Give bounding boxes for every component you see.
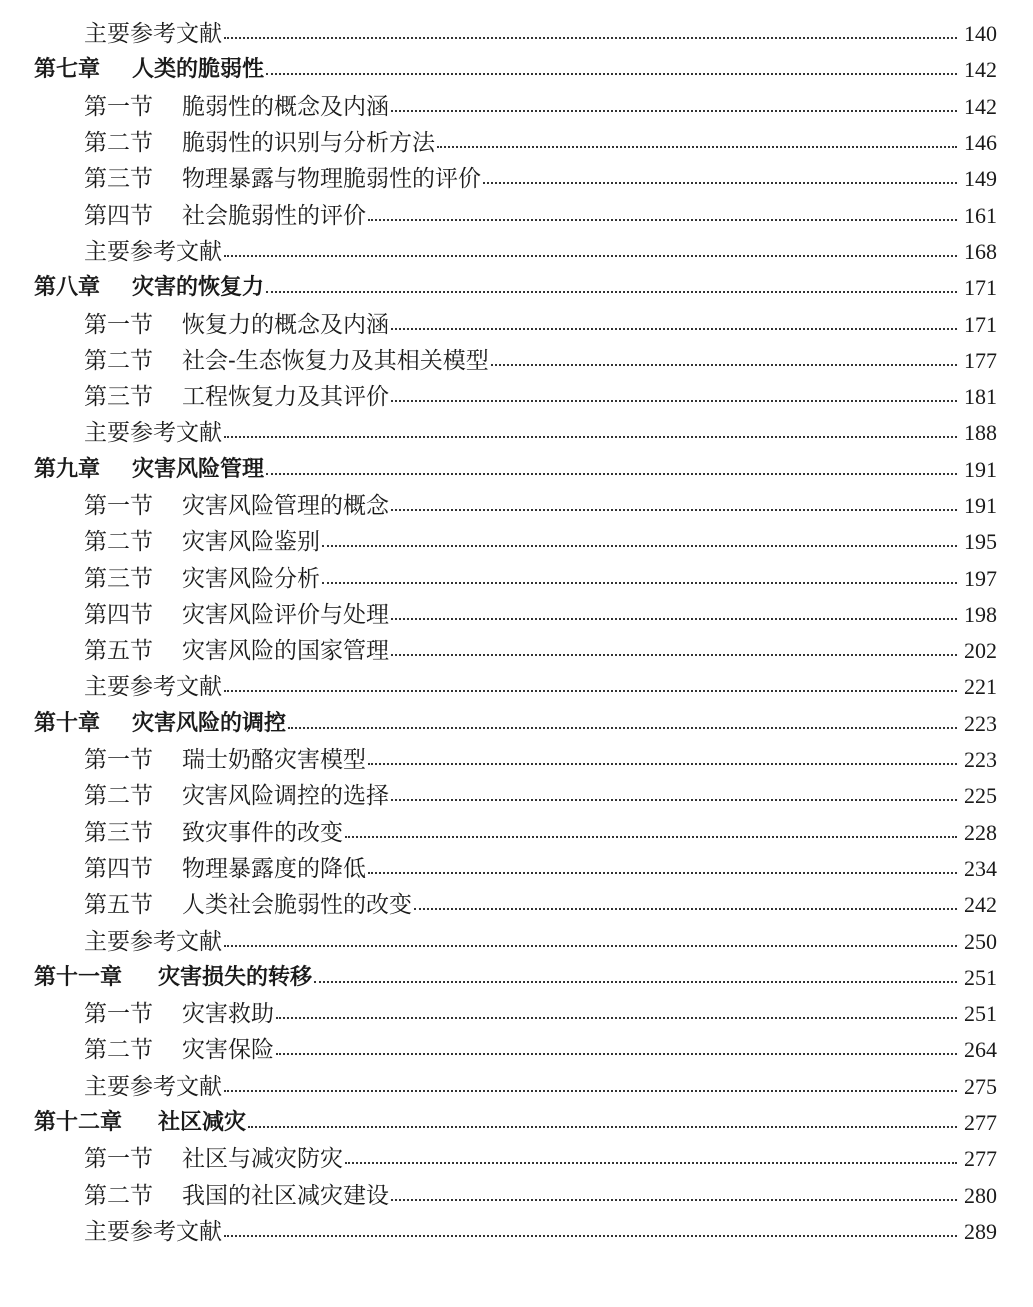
toc-entry-number: 第一节 xyxy=(84,1146,153,1173)
dot-leader xyxy=(224,1090,957,1092)
toc-entry-number: 第四节 xyxy=(84,601,153,628)
dot-leader xyxy=(368,763,957,765)
toc-section-entry[interactable] xyxy=(0,742,997,778)
toc-entry-title: 脆弱性的识别与分析方法 xyxy=(182,130,435,157)
toc-page-number: 197 xyxy=(964,565,997,591)
table-of-contents xyxy=(0,16,1033,1250)
toc-entry-number: 第一节 xyxy=(84,747,153,774)
toc-page-number: 223 xyxy=(964,710,997,736)
toc-page-number: 264 xyxy=(964,1037,997,1063)
toc-page-number: 225 xyxy=(964,783,997,809)
toc-page-number: 198 xyxy=(964,601,997,627)
toc-page-number: 177 xyxy=(964,347,997,373)
toc-section-entry[interactable] xyxy=(0,851,997,887)
toc-entry-title: 灾害风险管理的概念 xyxy=(182,493,389,519)
toc-section-entry[interactable] xyxy=(0,125,997,161)
toc-entry-number: 第二节 xyxy=(84,1182,153,1209)
toc-page-number: 289 xyxy=(964,1218,997,1244)
toc-entry-title: 恢复力的概念及内涵 xyxy=(182,311,389,338)
toc-page-number: 142 xyxy=(964,57,997,83)
toc-entry-title: 灾害风险管理 xyxy=(132,456,265,482)
toc-entry-title: 致灾事件的改变 xyxy=(182,819,343,846)
toc-entry-number: 第二节 xyxy=(84,783,153,810)
dot-leader xyxy=(391,1199,957,1201)
toc-entry-title: 社区与减灾防灾 xyxy=(182,1146,343,1173)
dot-leader xyxy=(224,690,957,692)
toc-page-number: 234 xyxy=(964,855,997,881)
toc-entry-number: 第十章 xyxy=(34,710,101,736)
toc-page-number: 142 xyxy=(964,93,997,119)
toc-page-number: 191 xyxy=(964,456,997,482)
dot-leader xyxy=(224,1235,957,1237)
dot-leader xyxy=(368,872,957,874)
toc-entry-number: 第四节 xyxy=(84,855,153,882)
toc-page-number: 202 xyxy=(964,638,997,664)
toc-entry-title: 主要参考文献 xyxy=(84,928,222,955)
dot-leader xyxy=(391,110,957,112)
toc-entry-number: 第三节 xyxy=(84,819,153,846)
toc-section-entry[interactable] xyxy=(0,815,997,851)
toc-section-entry[interactable] xyxy=(0,161,997,197)
dot-leader xyxy=(276,1017,957,1019)
toc-references-entry[interactable] xyxy=(0,923,997,959)
dot-leader xyxy=(491,364,957,366)
toc-section-entry[interactable] xyxy=(0,306,997,342)
toc-page-number: 250 xyxy=(964,928,997,954)
toc-chapter-entry[interactable] xyxy=(0,452,997,488)
toc-page-number: 140 xyxy=(964,21,997,47)
toc-entry-number: 第七章 xyxy=(34,57,101,83)
toc-section-entry[interactable] xyxy=(0,597,997,633)
toc-references-entry[interactable] xyxy=(0,234,997,270)
toc-entry-title: 主要参考文献 xyxy=(84,238,222,265)
toc-entry-number: 第二节 xyxy=(84,347,153,374)
dot-leader xyxy=(224,37,957,39)
toc-entry-number: 第五节 xyxy=(84,892,153,919)
dot-leader xyxy=(248,1126,957,1128)
dot-leader xyxy=(368,219,957,221)
toc-entry-title: 主要参考文献 xyxy=(84,420,222,447)
toc-entry-number: 第十一章 xyxy=(34,964,123,990)
toc-entry-title: 灾害风险鉴别 xyxy=(182,529,320,556)
dot-leader xyxy=(414,908,957,910)
toc-references-entry[interactable] xyxy=(0,16,997,52)
dot-leader xyxy=(224,945,957,947)
toc-entry-number: 第二节 xyxy=(84,130,153,157)
dot-leader xyxy=(391,400,957,402)
toc-entry-title: 物理暴露与物理脆弱性的评价 xyxy=(182,166,481,193)
toc-entry-number: 第二节 xyxy=(84,1037,153,1064)
dot-leader xyxy=(288,727,957,729)
toc-section-entry[interactable] xyxy=(0,996,997,1032)
toc-entry-title: 主要参考文献 xyxy=(84,1073,222,1100)
toc-section-entry[interactable] xyxy=(0,778,997,814)
toc-entry-number: 第九章 xyxy=(34,456,101,482)
toc-page-number: 195 xyxy=(964,529,997,555)
toc-page-number: 277 xyxy=(964,1146,997,1172)
toc-entry-title: 主要参考文献 xyxy=(84,1218,222,1245)
toc-page-number: 146 xyxy=(964,130,997,156)
toc-entry-number: 第三节 xyxy=(84,565,153,592)
toc-section-entry[interactable] xyxy=(0,488,997,524)
toc-page-number: 251 xyxy=(964,964,997,990)
toc-entry-title: 灾害保险 xyxy=(182,1037,274,1064)
dot-leader xyxy=(391,328,957,330)
toc-entry-title: 社会脆弱性的评价 xyxy=(182,202,366,229)
toc-section-entry[interactable] xyxy=(0,379,997,415)
dot-leader xyxy=(276,1053,957,1055)
toc-page-number: 221 xyxy=(964,674,997,700)
dot-leader xyxy=(391,509,957,511)
toc-section-entry[interactable] xyxy=(0,560,997,596)
toc-page-number: 161 xyxy=(964,202,997,228)
toc-entry-number: 第三节 xyxy=(84,384,153,411)
dot-leader xyxy=(345,1162,957,1164)
toc-section-entry[interactable] xyxy=(0,1141,997,1177)
toc-entry-title: 灾害风险评价与处理 xyxy=(182,601,389,628)
toc-entry-title: 灾害救助 xyxy=(182,1001,274,1028)
toc-page-number: 191 xyxy=(964,493,997,518)
toc-entry-title: 社会-生态恢复力及其相关模型 xyxy=(182,347,489,374)
dot-leader xyxy=(266,473,957,475)
toc-entry-title: 社区减灾 xyxy=(158,1110,247,1136)
toc-entry-number: 第十二章 xyxy=(34,1110,123,1136)
dot-leader xyxy=(391,618,957,620)
toc-entry-number: 第三节 xyxy=(84,166,153,193)
toc-page-number: 277 xyxy=(964,1110,997,1136)
dot-leader xyxy=(437,146,957,148)
toc-entry-title: 脆弱性的概念及内涵 xyxy=(182,93,389,120)
toc-entry-title: 物理暴露度的降低 xyxy=(182,855,366,882)
toc-page-number: 171 xyxy=(964,311,997,337)
toc-entry-number: 第一节 xyxy=(84,493,153,519)
toc-section-entry[interactable] xyxy=(0,887,997,923)
dot-leader xyxy=(345,836,957,838)
dot-leader xyxy=(266,73,957,75)
toc-entry-number: 第八章 xyxy=(34,275,101,301)
toc-entry-title: 瑞士奶酪灾害模型 xyxy=(182,747,366,774)
toc-page-number: 168 xyxy=(964,238,997,264)
toc-chapter-entry[interactable] xyxy=(0,960,997,996)
toc-entry-number: 第二节 xyxy=(84,529,153,556)
dot-leader xyxy=(391,799,957,801)
dot-leader xyxy=(224,436,957,438)
toc-chapter-entry[interactable] xyxy=(0,706,997,742)
toc-page-number: 242 xyxy=(964,892,997,918)
toc-entry-title: 工程恢复力及其评价 xyxy=(182,384,389,411)
toc-page-number: 228 xyxy=(964,819,997,845)
toc-section-entry[interactable] xyxy=(0,633,997,669)
toc-entry-title: 灾害风险分析 xyxy=(182,565,320,592)
toc-references-entry[interactable] xyxy=(0,1214,997,1250)
dot-leader xyxy=(314,981,957,983)
toc-entry-title: 人类社会脆弱性的改变 xyxy=(182,892,412,919)
toc-entry-title: 灾害风险的调控 xyxy=(132,710,287,736)
toc-section-entry[interactable] xyxy=(0,1032,997,1068)
toc-page-number: 251 xyxy=(964,1001,997,1027)
toc-page-number: 223 xyxy=(964,747,997,773)
toc-section-entry[interactable] xyxy=(0,524,997,560)
toc-references-entry[interactable] xyxy=(0,415,997,451)
toc-entry-number: 第四节 xyxy=(84,202,153,229)
toc-chapter-entry[interactable] xyxy=(0,52,997,88)
dot-leader xyxy=(391,654,957,656)
dot-leader xyxy=(322,582,957,584)
toc-chapter-entry[interactable] xyxy=(0,270,997,306)
toc-references-entry[interactable] xyxy=(0,669,997,705)
toc-section-entry[interactable] xyxy=(0,197,997,233)
toc-chapter-entry[interactable] xyxy=(0,1105,997,1141)
toc-entry-number: 第一节 xyxy=(84,93,153,120)
dot-leader xyxy=(266,291,957,293)
toc-entry-title: 人类的脆弱性 xyxy=(132,57,265,83)
toc-page-number: 171 xyxy=(964,275,997,301)
toc-entry-number: 第一节 xyxy=(84,311,153,338)
toc-section-entry[interactable] xyxy=(0,1178,997,1214)
dot-leader xyxy=(322,545,957,547)
toc-entry-title: 灾害损失的转移 xyxy=(158,964,313,990)
toc-page-number: 275 xyxy=(964,1073,997,1099)
toc-page-number: 188 xyxy=(964,420,997,446)
dot-leader xyxy=(224,255,957,257)
toc-entry-number: 第一节 xyxy=(84,1001,153,1028)
toc-references-entry[interactable] xyxy=(0,1069,997,1105)
toc-entry-title: 灾害风险调控的选择 xyxy=(182,783,389,810)
toc-entry-title: 我国的社区减灾建设 xyxy=(182,1182,389,1209)
toc-entry-number: 第五节 xyxy=(84,638,153,665)
toc-section-entry[interactable] xyxy=(0,89,997,125)
toc-entry-title: 主要参考文献 xyxy=(84,21,222,48)
toc-section-entry[interactable] xyxy=(0,343,997,379)
toc-page-number: 280 xyxy=(964,1182,997,1208)
toc-entry-title: 灾害的恢复力 xyxy=(132,275,265,301)
toc-page-number: 181 xyxy=(964,384,997,410)
toc-entry-title: 灾害风险的国家管理 xyxy=(182,638,389,665)
toc-entry-title: 主要参考文献 xyxy=(84,674,222,701)
toc-page-number: 149 xyxy=(964,166,997,192)
dot-leader xyxy=(483,182,957,184)
